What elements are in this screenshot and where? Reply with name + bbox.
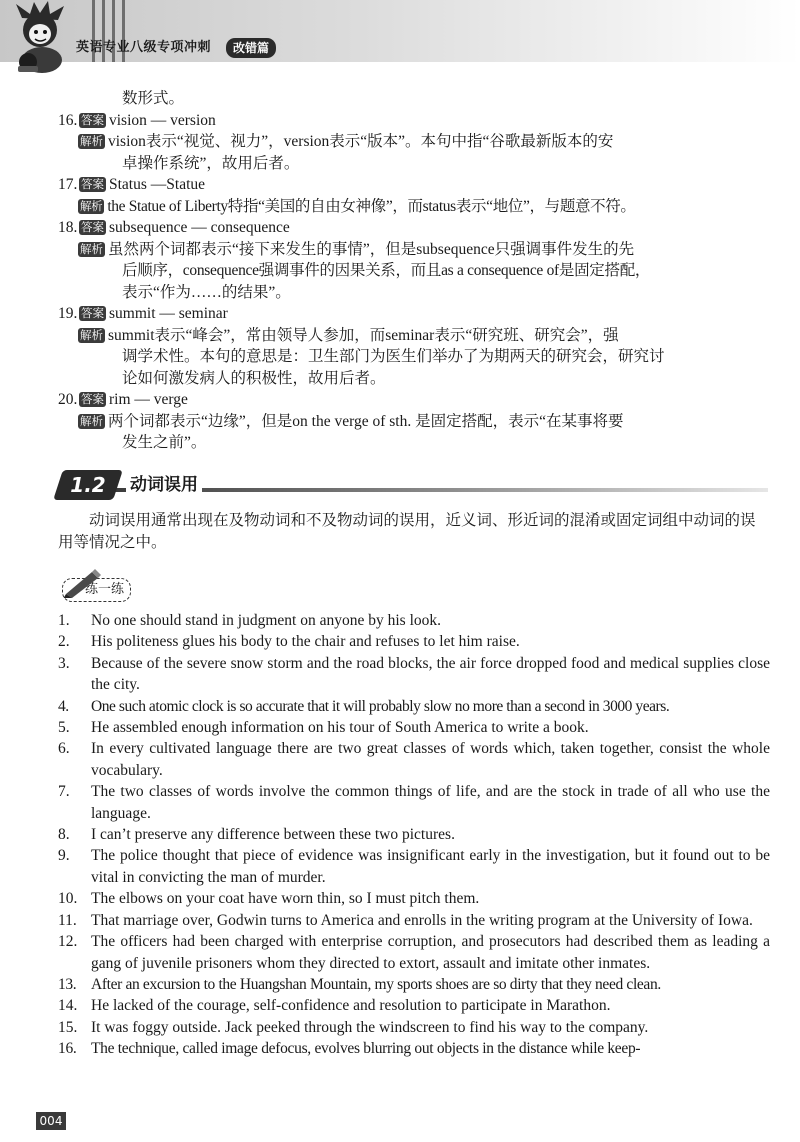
exercise-text: In every cultivated language there are two great classes of words which, taken together, consist the whole vocabulary. xyxy=(91,740,770,779)
analysis-badge: 解析 xyxy=(80,134,103,148)
exercise-text: The technique, called image defocus, evolves blurring out objects in the distance while keep- xyxy=(91,1040,641,1058)
exercise-text: The officers had been charged with enterprise corruption, and prosecutors had described them as leading a gang of juvenile prisoners whom they directed to extort, assault and imitate other inmates. xyxy=(91,933,770,972)
exercise-item xyxy=(58,824,770,845)
exercise-item xyxy=(58,1017,770,1038)
exercise-text: He lacked of the courage, self-confidence and resolution to participate in Marathon. xyxy=(91,997,611,1015)
exercise-number: 9. xyxy=(58,847,70,865)
question-number: 19. xyxy=(58,305,78,322)
exercise-number: 1. xyxy=(58,612,70,629)
question-number: 18. xyxy=(58,219,78,236)
explanation-line: 表示“作为……的结果”。 xyxy=(122,283,291,301)
exercise-number: 7. xyxy=(58,783,70,801)
lead-in-text: 数形式。 xyxy=(122,90,185,107)
analysis-badge: 解析 xyxy=(80,198,103,213)
answer-line-20 xyxy=(58,389,770,411)
explanation-line xyxy=(58,239,770,261)
exercise-text: I can’t preserve any difference between these two pictures. xyxy=(91,826,455,844)
answer-text: summit — seminar xyxy=(109,305,228,322)
section-number: 1.2 xyxy=(70,473,106,497)
question-number: 17. xyxy=(58,176,78,193)
section-number-badge xyxy=(53,470,123,500)
section-title: 动词误用 xyxy=(126,470,202,500)
answer-text: Status —Statue xyxy=(109,176,206,193)
exercise-number: 2. xyxy=(58,633,70,651)
exercise-list xyxy=(58,610,770,1060)
exercise-item xyxy=(58,781,770,824)
answer-text: subsequence — consequence xyxy=(109,219,290,236)
exercise-text: That marriage over, Godwin turns to America and enrolls in the writing program at the University of Iowa. xyxy=(91,911,753,929)
explanation-line: 调学术性。本句的意思是：卫生部门为医生们举办了为期两天的研究会，研究讨 xyxy=(122,348,665,365)
section-rule xyxy=(108,488,768,492)
page-number: 004 xyxy=(36,1112,66,1130)
answer-section xyxy=(58,88,770,454)
explanation-line xyxy=(58,325,770,347)
answer-line-16 xyxy=(58,110,770,132)
explanation-line: 论如何激发病人的积极性，故用后者。 xyxy=(122,369,386,387)
explanation-line xyxy=(58,131,770,153)
exercise-number: 13. xyxy=(58,975,77,993)
exercise-number: 11. xyxy=(58,911,77,929)
exercise-item xyxy=(58,995,770,1016)
explanation-line xyxy=(58,411,770,433)
exercise-number: 4. xyxy=(58,697,69,715)
exercise-number: 15. xyxy=(58,1018,78,1036)
exercise-number: 14. xyxy=(58,997,78,1015)
series-title: 英语专业八级专项冲刺 xyxy=(76,40,212,55)
exercise-item xyxy=(58,845,770,888)
explanation-line xyxy=(58,196,770,218)
question-number: 20. xyxy=(58,391,78,408)
exercise-item xyxy=(58,717,770,738)
exercise-text: His politeness glues his body to the chair and refuses to let him raise. xyxy=(91,633,520,651)
exercise-text: One such atomic clock is so accurate that it will probably slow no more than a second in 3000 years. xyxy=(91,697,670,715)
exercise-number: 8. xyxy=(58,826,70,844)
exercise-text: No one should stand in judgment on anyone by his look. xyxy=(91,612,442,629)
answer-line-17 xyxy=(58,174,770,196)
explanation-text: 两个词都表示“边缘”，但是on the verge of sth. 是固定搭配，表示“在某事将要 xyxy=(108,412,624,430)
exercise-number: 5. xyxy=(58,719,70,737)
exercise-text: He assembled enough information on his tour of South America to write a book. xyxy=(91,719,589,737)
exercise-text: It was foggy outside. Jack peeked through the windscreen to find his way to the company. xyxy=(91,1018,649,1036)
answer-text: vision — version xyxy=(109,111,216,129)
exercise-text: The elbows on your coat have worn thin, so I must pitch them. xyxy=(91,890,480,908)
exercise-number: 10. xyxy=(58,890,78,908)
answer-badge: 答案 xyxy=(81,392,104,406)
explanation-text: summit表示“峰会”，常由领导人参加，而seminar表示“研究班、研究会”，强 xyxy=(108,326,619,344)
section-heading xyxy=(58,470,770,502)
exercise-item xyxy=(58,1038,770,1059)
analysis-badge: 解析 xyxy=(80,327,103,342)
exercise-item xyxy=(58,610,770,631)
answer-badge: 答案 xyxy=(81,112,104,127)
analysis-badge: 解析 xyxy=(80,413,103,428)
explanation-text: 虽然两个词都表示“接下来发生的事情”，但是subsequence只强调事件发生的先 xyxy=(108,240,635,258)
answer-text: rim — verge xyxy=(109,391,188,408)
exercise-number: 3. xyxy=(58,654,70,672)
page-header xyxy=(0,0,800,78)
analysis-badge: 解析 xyxy=(80,241,103,256)
exercise-number: 16. xyxy=(58,1040,77,1058)
exercise-item xyxy=(58,888,770,909)
exercise-text: The police thought that piece of evidence was insignificant early in the investigation, but it found out to be vital in convicting the man of murder. xyxy=(91,847,770,886)
explanation-text: vision表示“视觉、视力”，version表示“版本”。本句中指“谷歌最新版本的安 xyxy=(108,133,614,150)
practice-label-text: 练一练 xyxy=(62,578,131,602)
answer-badge: 答案 xyxy=(81,177,104,191)
exercise-text: Because of the severe snow storm and the road blocks, the air force dropped food and medical supplies close the city. xyxy=(91,654,770,694)
explanation-line: 卓操作系统”，故用后者。 xyxy=(122,154,300,172)
exercise-item xyxy=(58,696,770,717)
explanation-line: 发生之前”。 xyxy=(122,434,207,451)
question-number: 16. xyxy=(58,111,78,129)
section-intro: 动词误用通常出现在及物动词和不及物动词的误用，近义词、形近词的混淆或固定词组中动词的误用等情况之中。 xyxy=(58,512,756,551)
exercise-item xyxy=(58,631,770,652)
answer-line-18 xyxy=(58,217,770,239)
exercise-item xyxy=(58,974,770,995)
explanation-line: 后顺序，consequence强调事件的因果关系，而且as a consequence of是固定搭配， xyxy=(122,262,651,279)
exercise-text: After an excursion to the Huangshan Mountain, my sports shoes are so dirty that they need clean. xyxy=(91,975,661,993)
volume-tag: 改错篇 xyxy=(226,38,276,58)
exercise-number: 12. xyxy=(58,933,78,951)
explanation-text: the Statue of Liberty特指“美国的自由女神像”，而status表示“地位”，与题意不符。 xyxy=(107,197,636,215)
answer-badge: 答案 xyxy=(81,220,104,234)
exercise-item xyxy=(58,931,770,974)
answer-badge: 答案 xyxy=(81,306,104,320)
exercise-number: 6. xyxy=(58,740,70,758)
exercise-text: The two classes of words involve the common things of life, and are the stock in trade of all who use the language. xyxy=(91,783,770,822)
exercise-item xyxy=(58,910,770,931)
practice-label xyxy=(58,568,168,604)
answer-line-19 xyxy=(58,303,770,325)
exercise-item xyxy=(58,653,770,696)
exercise-item xyxy=(58,738,770,781)
pencil-icon xyxy=(58,568,104,598)
mascot-icon xyxy=(4,0,78,78)
